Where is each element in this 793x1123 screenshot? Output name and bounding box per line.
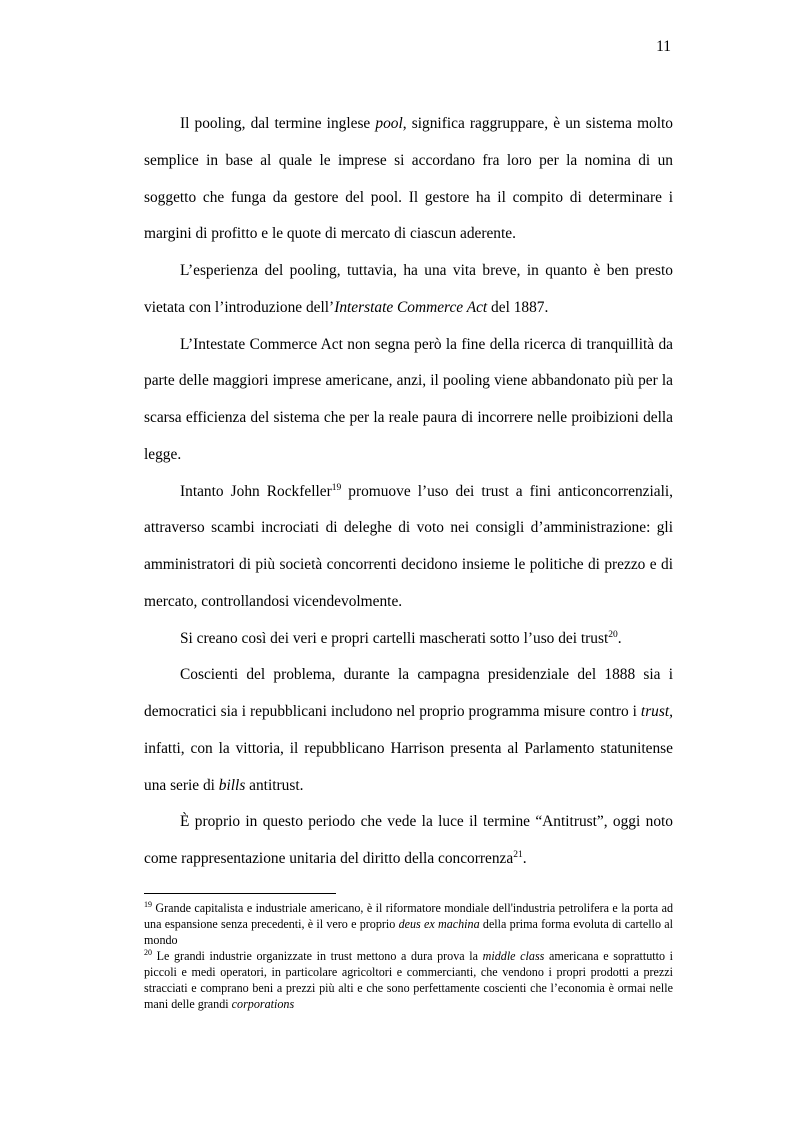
- body-text: [144, 106, 673, 878]
- term-middle-class: middle class: [482, 949, 545, 963]
- paragraph-antitrust-term: È proprio in questo periodo che vede la luce il termine “Antitrust”, oggi noto come rappresentazione unitaria del diritto della concorrenza$^{21}$.: [144, 813, 673, 867]
- paragraph-cartelli: Si creano così dei veri e propri cartelli mascherati sotto l’uso dei trust$^{20}$.: [180, 629, 622, 647]
- term-pool: pool: [375, 115, 403, 132]
- paragraph-pooling: Il pooling, dal termine inglese pool, significa raggruppare, è un sistema molto semplice in base al quale le imprese si accordano fra loro per la nomina di un soggetto che funga da gestore del pool. Il gestore ha il compito di determinare i margini di profitto e le quote di mercato di ciascun aderente.: [144, 115, 673, 243]
- paragraph-rockfeller: Intanto John Rockfeller$^{19}$ promuove l’uso dei trust a fini anticoncorrenziali, attraverso scambi incrociati di deleghe di voto nei consigli d’amministrazione: gli amministratori di più società concorrenti decidono insieme le politiche di prezzo e di mercato, controllandosi vicendevolmente.: [144, 482, 673, 610]
- footnote-separator: [144, 893, 336, 894]
- footnote-20: $^{20}$ Le grandi industrie organizzate in trust mettono a dura prova la middle class americana e soprattutto i piccoli e medi operatori, in particolare agricoltori e commercianti, che vendono i propri prodotti a prezzi stracciati e comprano beni a prezzi più alti e che sono perfettamente coscienti che l’economia è ormai nelle mani delle grandi corporations: [144, 947, 673, 1011]
- footnote-ref-20[interactable]: 20: [608, 629, 618, 640]
- footnotes: [144, 900, 673, 1012]
- footnote-number: 20: [144, 947, 152, 957]
- paragraph-campagna-1888: Coscienti del problema, durante la campagna presidenziale del 1888 sia i democratici sia i repubblicani includono nel proprio programma misure contro i trust, infatti, con la vittoria, il repubblicano Harrison presenta al Parlamento statunitense una serie di bills antitrust.: [144, 666, 673, 794]
- footnote-ref-19[interactable]: 19: [331, 482, 342, 493]
- term-bills: bills: [218, 776, 246, 794]
- term-interstate-commerce-act: Interstate Commerce Act: [334, 298, 488, 316]
- footnote-ref-21[interactable]: 21: [513, 849, 523, 860]
- term-deus-ex-machina: deus ex machina: [398, 917, 480, 931]
- footnote-number: 19: [144, 899, 152, 909]
- term-corporations: corporations: [231, 997, 295, 1011]
- paragraph-intestate-commerce-act: L’Intestate Commerce Act non segna però la fine della ricerca di tranquillità da parte delle maggiori imprese americane, anzi, il pooling viene abbandonato più per la scarsa efficienza del sistema che per la reale paura di incorrere nelle proibizioni della legge.: [144, 335, 673, 463]
- footnote-19: $^{19}$ Grande capitalista e industriale americano, è il riformatore mondiale dell'industria petrolifera e la porta ad una espansione senza precedenti, è il vero e proprio deus ex machina della prima forma evoluta di cartello al mondo: [144, 899, 673, 947]
- paragraph-pooling-ban: L’esperienza del pooling, tuttavia, ha una vita breve, in quanto è ben presto vietata con l’introduzione dell’Interstate Commerce Act del 1887.: [144, 262, 673, 316]
- page-number: 11: [656, 38, 671, 55]
- term-trust: trust,: [640, 703, 673, 720]
